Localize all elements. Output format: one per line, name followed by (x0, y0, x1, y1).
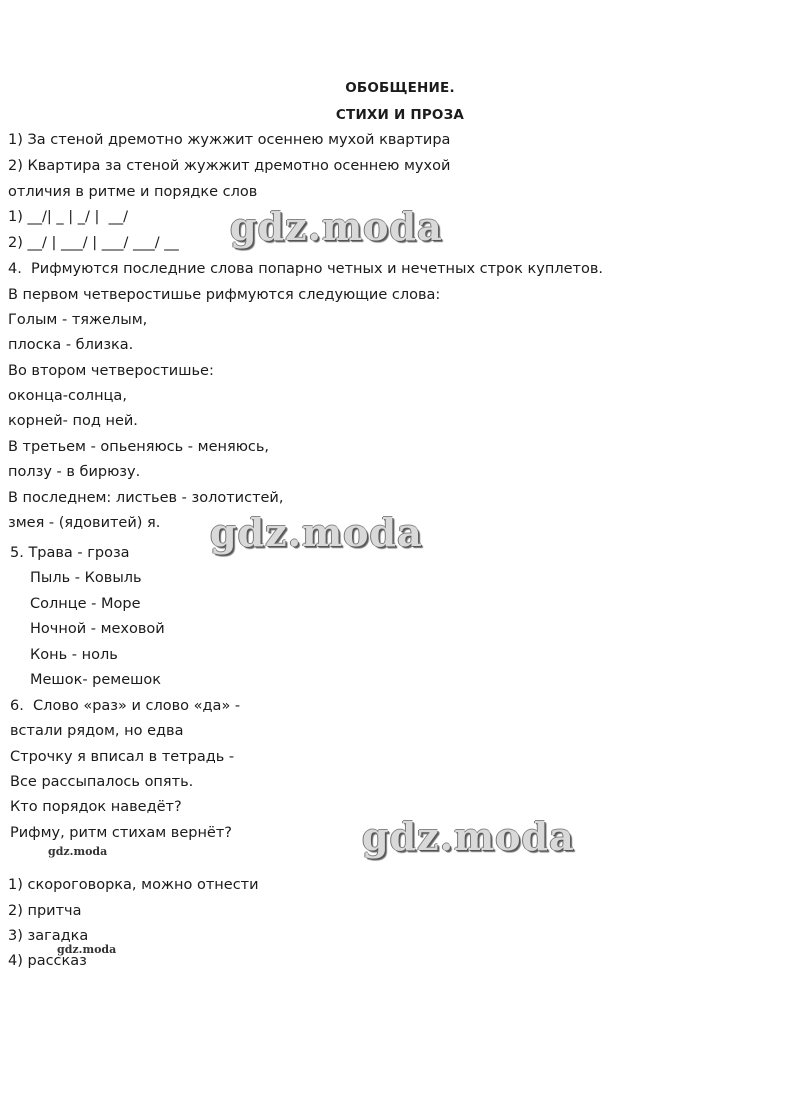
page-title-2: СТИХИ И ПРОЗА (335, 107, 465, 123)
text-line: оконца-солнца, (8, 388, 127, 404)
text-line: 2) притча (8, 903, 82, 919)
text-line: Конь - ноль (30, 647, 118, 663)
text-line: 5. Трава - гроза (10, 545, 130, 561)
text-line: отличия в ритме и порядке слов (8, 184, 258, 200)
text-line: В последнем: листьев - золотистей, (8, 490, 284, 506)
text-line: Во втором четверостишье: (8, 363, 214, 379)
text-line: В первом четверостишье рифмуются следующие слова: (8, 287, 441, 303)
text-line: 4. Рифмуются последние слова попарно четных и нечетных строк куплетов. (8, 261, 603, 277)
watermark-logo: gdz.moda (362, 814, 575, 859)
watermark-logo: gdz.moda (230, 204, 443, 249)
text-line: Кто порядок наведёт? (10, 799, 182, 815)
watermark-small: gdz.moda (57, 943, 117, 956)
text-line: 3) загадка (8, 928, 89, 944)
text-line: Строчку я вписал в тетрадь - (10, 749, 235, 765)
text-line: В третьем - опьеняюсь - меняюсь, (8, 439, 270, 455)
text-line: Ночной - меховой (30, 621, 165, 637)
text-line: Голым - тяжелым, (8, 312, 148, 328)
watermark-logo: gdz.moda (210, 510, 423, 555)
watermark-small: gdz.moda (48, 845, 108, 858)
text-line: 2) __/ | ___/ | ___/ ___/ __ (8, 235, 179, 251)
text-line: змея - (ядовитей) я. (8, 515, 161, 531)
text-line: 4) рассказ (8, 953, 87, 969)
text-line: Мешок- ремешок (30, 672, 162, 688)
text-line: корней- под ней. (8, 413, 138, 429)
text-line: 1) __/| _ | _/ | __/ (8, 209, 128, 225)
text-line: 1) скороговорка, можно отнести (8, 877, 259, 893)
text-line: Рифму, ритм стихам вернёт? (10, 825, 232, 841)
text-line: встали рядом, но едва (10, 723, 184, 739)
page-title-1: ОБОБЩЕНИЕ. (345, 80, 455, 96)
text-line: плоска - близка. (8, 337, 134, 353)
text-line: Пыль - Ковыль (30, 570, 142, 586)
text-line: ползу - в бирюзу. (8, 464, 141, 480)
text-line: 2) Квартира за стеной жужжит дремотно осеннею мухой (8, 158, 451, 174)
text-line: Все рассыпалось опять. (10, 774, 194, 790)
text-line: 1) За стеной дремотно жужжит осеннею мухой квартира (8, 132, 451, 148)
text-line: 6. Слово «раз» и слово «да» - (10, 698, 241, 714)
text-line: Солнце - Море (30, 596, 141, 612)
